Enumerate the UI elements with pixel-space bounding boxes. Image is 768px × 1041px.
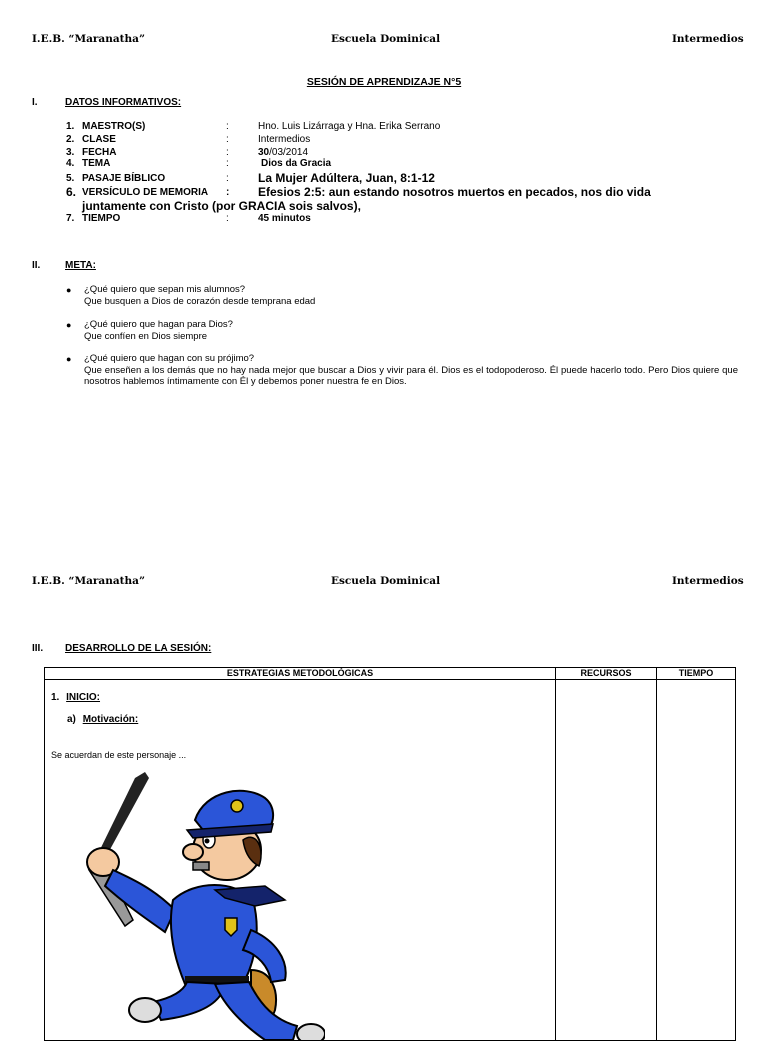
- section1-num: I.: [32, 97, 38, 108]
- strategies-cell: [45, 680, 556, 1041]
- goal-question: ¿Qué quiero que sepan mis alumnos?: [84, 284, 246, 295]
- motivacion-letter: a): [67, 714, 76, 725]
- header-group: Intermedios: [672, 575, 744, 587]
- section2-title: META:: [65, 260, 96, 271]
- verse-continuation: juntamente con Cristo (por GRACIA sois salvos),: [82, 199, 361, 213]
- list-item: [84, 353, 738, 388]
- section3-num: III.: [32, 643, 44, 654]
- table-row: [45, 680, 736, 1041]
- item-label: CLASE: [82, 134, 116, 145]
- header-school: I.E.B. “Maranatha”: [32, 33, 145, 45]
- item-label: FECHA: [82, 147, 117, 158]
- header-program: Escuela Dominical: [331, 575, 441, 587]
- goal-answer: Que confíen en Dios siempre: [84, 330, 208, 342]
- section3-title: DESARROLLO DE LA SESIÓN:: [65, 643, 212, 654]
- item-value: 45 minutos: [258, 213, 311, 224]
- section2-num: II.: [32, 260, 41, 271]
- item-value: Intermedios: [258, 134, 311, 145]
- item-num: 5.: [66, 173, 75, 184]
- list-item: [84, 284, 736, 307]
- item-num: 7.: [66, 213, 75, 224]
- date-rest: /03/2014: [269, 147, 309, 158]
- item-colon: :: [226, 121, 229, 132]
- left-leg: [153, 982, 225, 1020]
- item-value: Hno. Luis Lizárraga y Hna. Erika Serrano: [258, 121, 441, 132]
- inicio-num: 1.: [51, 692, 60, 703]
- goal-answer: Que enseñen a los demás que no hay nada mejor que buscar a Dios y vivir para él. Dios es el todopoderoso. Él puede hacerlo todo. Pero Dios quiere que nosotros hablemos íntimamente con Él y debemos poner nuestra fe en Dios.: [84, 364, 738, 387]
- resources-cell: [556, 680, 657, 1041]
- item-value: La Mujer Adúltera, Juan, 8:1-12: [258, 171, 435, 185]
- item-label: PASAJE BÍBLICO: [82, 173, 166, 184]
- table-header-row: [45, 668, 736, 680]
- inicio-label: INICIO:: [66, 692, 101, 703]
- item-label: MAESTRO(S): [82, 121, 146, 132]
- goal-answer: Que busquen a Dios de corazón desde temprana edad: [84, 295, 316, 307]
- time-cell: [657, 680, 736, 1041]
- item-num: 1.: [66, 121, 75, 132]
- col-strategies: ESTRATEGIAS METODOLÓGICAS: [45, 668, 556, 680]
- header-group: Intermedios: [672, 33, 744, 45]
- item-colon: :: [226, 134, 229, 145]
- header-school: I.E.B. “Maranatha”: [32, 575, 145, 587]
- bullet-dot: ●: [66, 354, 72, 364]
- item-label: TEMA: [82, 158, 111, 169]
- item-colon: :: [226, 213, 229, 224]
- page-title: SESIÓN DE APRENDIZAJE N°5: [306, 76, 462, 88]
- col-time: TIEMPO: [657, 668, 736, 680]
- item-num: 4.: [66, 158, 75, 169]
- item-colon: :: [226, 187, 230, 198]
- item-colon: :: [226, 173, 229, 184]
- col-resources: RECURSOS: [556, 668, 657, 680]
- item-num: 3.: [66, 147, 75, 158]
- goal-question: ¿Qué quiero que hagan con su prójimo?: [84, 353, 255, 364]
- item-value: Efesios 2:5: aun estando nosotros muertos en pecados, nos dio vida: [258, 185, 651, 199]
- goal-question: ¿Qué quiero que hagan para Dios?: [84, 319, 233, 330]
- item-num: 6.: [66, 185, 77, 199]
- item-colon: :: [226, 147, 229, 158]
- motivacion-label: Motivación:: [82, 714, 139, 725]
- motivation-text: Se acuerdan de este personaje ...: [51, 750, 187, 760]
- header-program: Escuela Dominical: [331, 33, 441, 45]
- list-item: [84, 319, 736, 342]
- bullet-dot: ●: [66, 285, 72, 295]
- police-officer-illustration: [75, 770, 325, 1040]
- item-label: VERSÍCULO DE MEMORIA: [82, 187, 209, 198]
- date-day: 30: [258, 147, 270, 158]
- item-label: TIEMPO: [82, 213, 121, 224]
- item-colon: :: [226, 158, 229, 169]
- bullet-dot: ●: [66, 320, 72, 330]
- item-value: Dios da Gracia: [261, 158, 332, 169]
- item-num: 2.: [66, 134, 75, 145]
- session-table: [44, 667, 736, 1041]
- section1-title: DATOS INFORMATIVOS:: [65, 97, 182, 108]
- motivacion-heading: [67, 714, 138, 725]
- inicio-heading: [51, 692, 100, 703]
